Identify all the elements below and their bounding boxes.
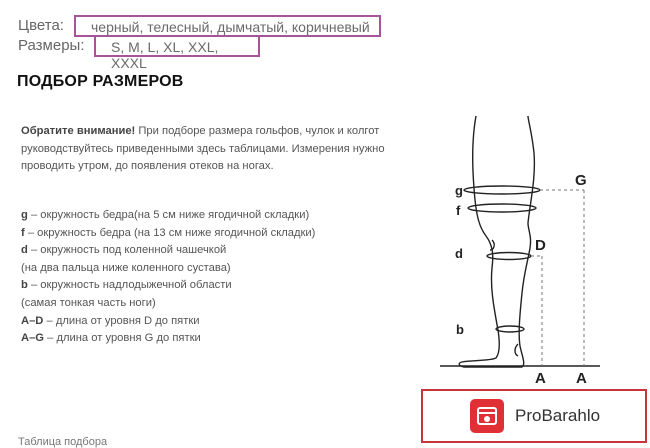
colors-value: черный, телесный, дымчатый, коричневый — [74, 15, 381, 37]
f-circumference — [468, 204, 536, 212]
note-line-1: При подборе размера гольфов, чулок и колгот — [135, 125, 380, 137]
bottom-text: Таблица подбора — [18, 436, 108, 448]
colors-row — [18, 17, 64, 34]
colors-label: Цвета: — [18, 17, 64, 34]
legend-item: A–D – длина от уровня D до пятки — [21, 314, 200, 327]
probarahlo-watermark — [421, 389, 647, 443]
note-bold: Обратите внимание! — [21, 125, 136, 137]
section-title: ПОДБОР РАЗМЕРОВ — [17, 73, 184, 90]
sizes-row — [18, 37, 85, 54]
sizes-value: S, M, L, XL, XXL, XXXL — [94, 35, 260, 57]
probarahlo-logo-icon — [470, 399, 504, 433]
label-f: f — [456, 203, 461, 218]
g-circumference — [464, 186, 540, 194]
label-b: b — [456, 322, 464, 337]
legend-item: f – окружность бедра (на 13 см ниже ягодичной складки) — [21, 226, 316, 239]
sizes-label: Размеры: — [18, 37, 85, 54]
legend-item: (самая тонкая часть ноги) — [21, 296, 156, 309]
label-G: G — [575, 172, 587, 189]
label-D: D — [535, 237, 546, 254]
attention-note — [21, 123, 421, 176]
legend-item: d – окружность под коленной чашечкой — [21, 244, 227, 257]
label-g: g — [455, 183, 463, 198]
label-d: d — [455, 246, 463, 261]
label-A1: A — [535, 370, 546, 387]
measurement-legend — [21, 207, 315, 348]
legend-item: g – окружность бедра(на 5 см ниже ягодичной складки) — [21, 209, 310, 221]
legend-item: A–G – длина от уровня G до пятки — [21, 332, 201, 345]
note-line-3: проводить утром, до появления отеков на ногах. — [21, 160, 274, 172]
legend-item: (на два пальца ниже коленного сустава) — [21, 261, 231, 274]
d-circumference — [487, 253, 531, 260]
leg-measurement-diagram — [410, 108, 610, 398]
label-A2: A — [576, 370, 587, 387]
note-line-2: руководствуйтесь приведенными здесь таблицами. Измерения нужно — [21, 142, 385, 155]
watermark-text: ProBarahlo — [515, 406, 601, 425]
legend-item: b – окружность надлодыжечной области — [21, 279, 232, 292]
